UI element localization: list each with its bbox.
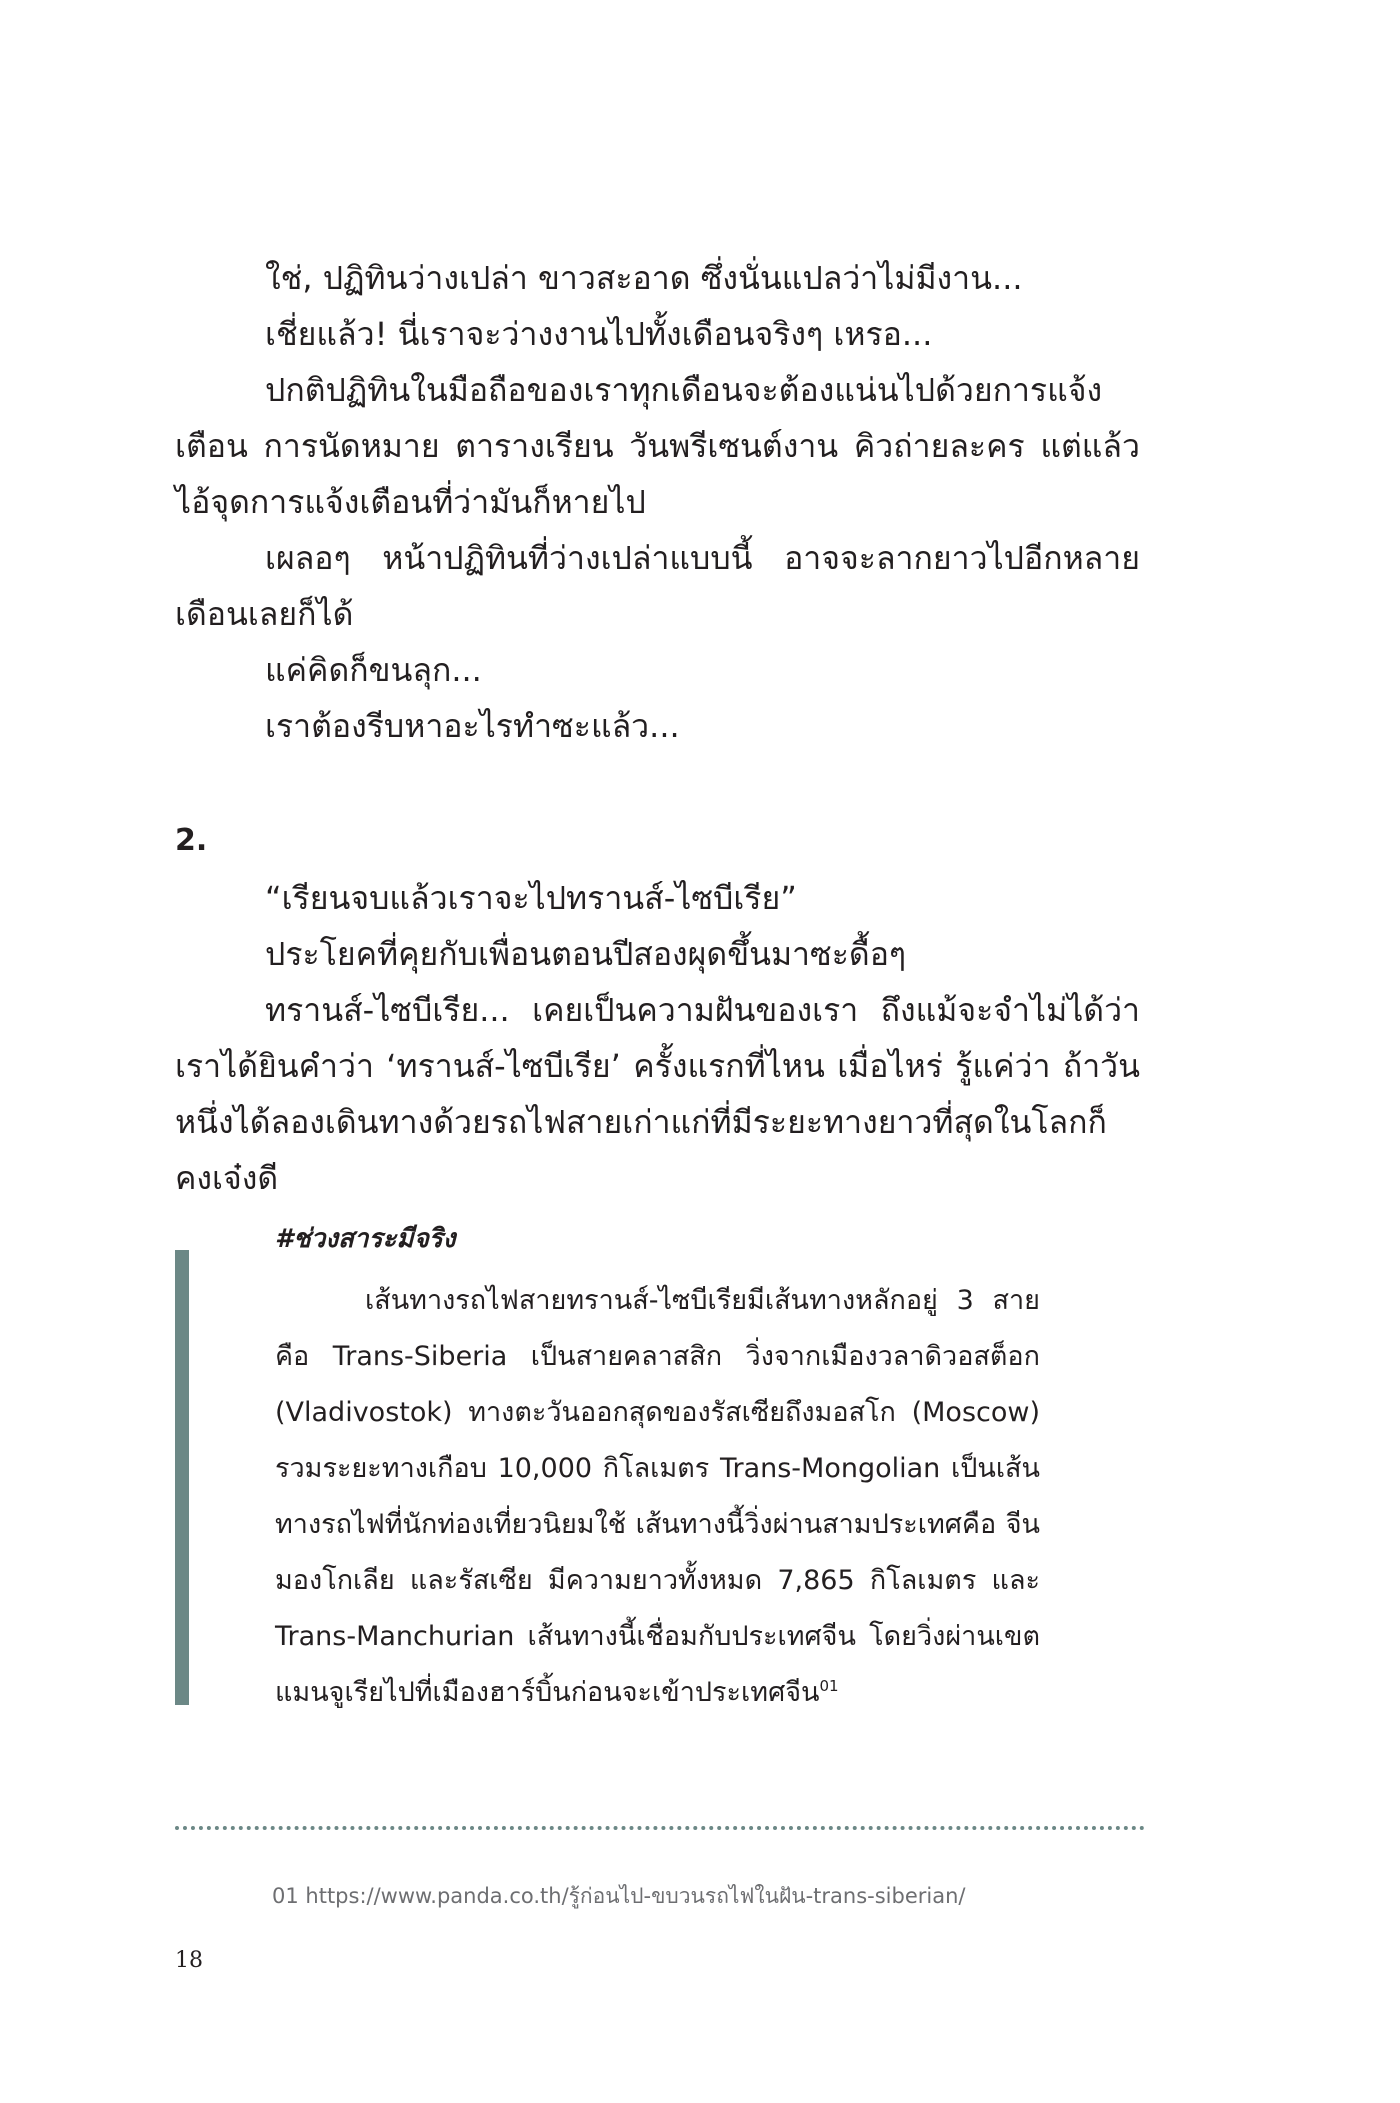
callout-heading: #ช่วงสาระมีจริง xyxy=(275,1224,456,1254)
section-number: 2. xyxy=(175,823,208,858)
paragraph: แค่คิดก็ขนลุก... xyxy=(265,651,482,689)
paragraph: เชี่ยแล้ว! นี่เราจะว่างงานไปทั้งเดือนจริงๆ เหรอ... xyxy=(265,315,933,353)
paragraph: เผลอๆ หน้าปฏิทินที่ว่างเปล่าแบบนี้ อาจจะลากยาวไปอีกหลายเดือนเลยก็ได้ xyxy=(175,539,1140,633)
main-body-text xyxy=(175,250,1140,754)
paragraph: เราต้องรีบหาอะไรทำซะแล้ว... xyxy=(265,707,680,745)
section-body-text xyxy=(175,870,1140,1206)
footnote: 01 https://www.panda.co.th/รู้ก่อนไป-ขบวนรถไฟในฝัน-trans-siberian/ xyxy=(272,1884,966,1908)
paragraph: ปกติปฏิทินในมือถือของเราทุกเดือนจะต้องแน่นไปด้วยการแจ้งเตือน การนัดหมาย ตารางเรียน วันพรีเซนต์งาน คิวถ่ายละคร แต่แล้วไอ้จุดการแจ้งเตือนที่ว่ามันก็หายไป xyxy=(175,371,1140,521)
paragraph: ใช่, ปฏิทินว่างเปล่า ขาวสะอาด ซึ่งนั่นแปลว่าไม่มีงาน... xyxy=(265,259,1023,297)
callout-accent-bar xyxy=(175,1250,189,1705)
page-number: 18 xyxy=(175,1948,203,1973)
footnote-divider xyxy=(175,1826,1145,1830)
paragraph: ประโยคที่คุยกับเพื่อนตอนปีสองผุดขึ้นมาซะดื้อๆ xyxy=(265,935,907,973)
paragraph: “เรียนจบแล้วเราจะไปทรานส์-ไซบีเรีย” xyxy=(265,879,797,917)
callout-body xyxy=(275,1273,1040,1721)
footnote-reference[interactable]: 01 xyxy=(819,1677,839,1695)
paragraph: ทรานส์-ไซบีเรีย... เคยเป็นความฝันของเรา ถึงแม้จะจำไม่ได้ว่าเราได้ยินคำว่า ‘ทรานส์-ไซบีเรีย’ ครั้งแรกที่ไหน เมื่อไหร่ รู้แค่ว่า ถ้าวันหนึ่งได้ลองเดินทางด้วยรถไฟสายเก่าแก่ที่มีระยะทางยาวที่สุดในโลกก็คงเจ๋งดี xyxy=(175,991,1141,1197)
callout-body-text: เส้นทางรถไฟสายทรานส์-ไซบีเรียมีเส้นทางหลักอยู่ 3 สาย คือ Trans-Siberia เป็นสายคลาสสิก วิ่งจากเมืองวลาดิวอสต็อก (Vladivostok) ทางตะวันออกสุดของรัสเซียถึงมอสโก (Moscow) รวมระยะทางเกือบ 10,000 กิโลเมตร Trans-Mongolian เป็นเส้นทางรถไฟที่นักท่องเที่ยวนิยมใช้ เส้นทางนี้วิ่งผ่านสามประเทศคือ จีน มองโกเลีย และรัสเซีย มีความยาวทั้งหมด 7,865 กิโลเมตร และ Trans-Manchurian เส้นทางนี้เชื่อมกับประเทศจีน โดยวิ่งผ่านเขตแมนจูเรียไปที่เมืองฮาร์บิ้นก่อนจะเข้าประเทศจีน xyxy=(275,1285,1040,1708)
